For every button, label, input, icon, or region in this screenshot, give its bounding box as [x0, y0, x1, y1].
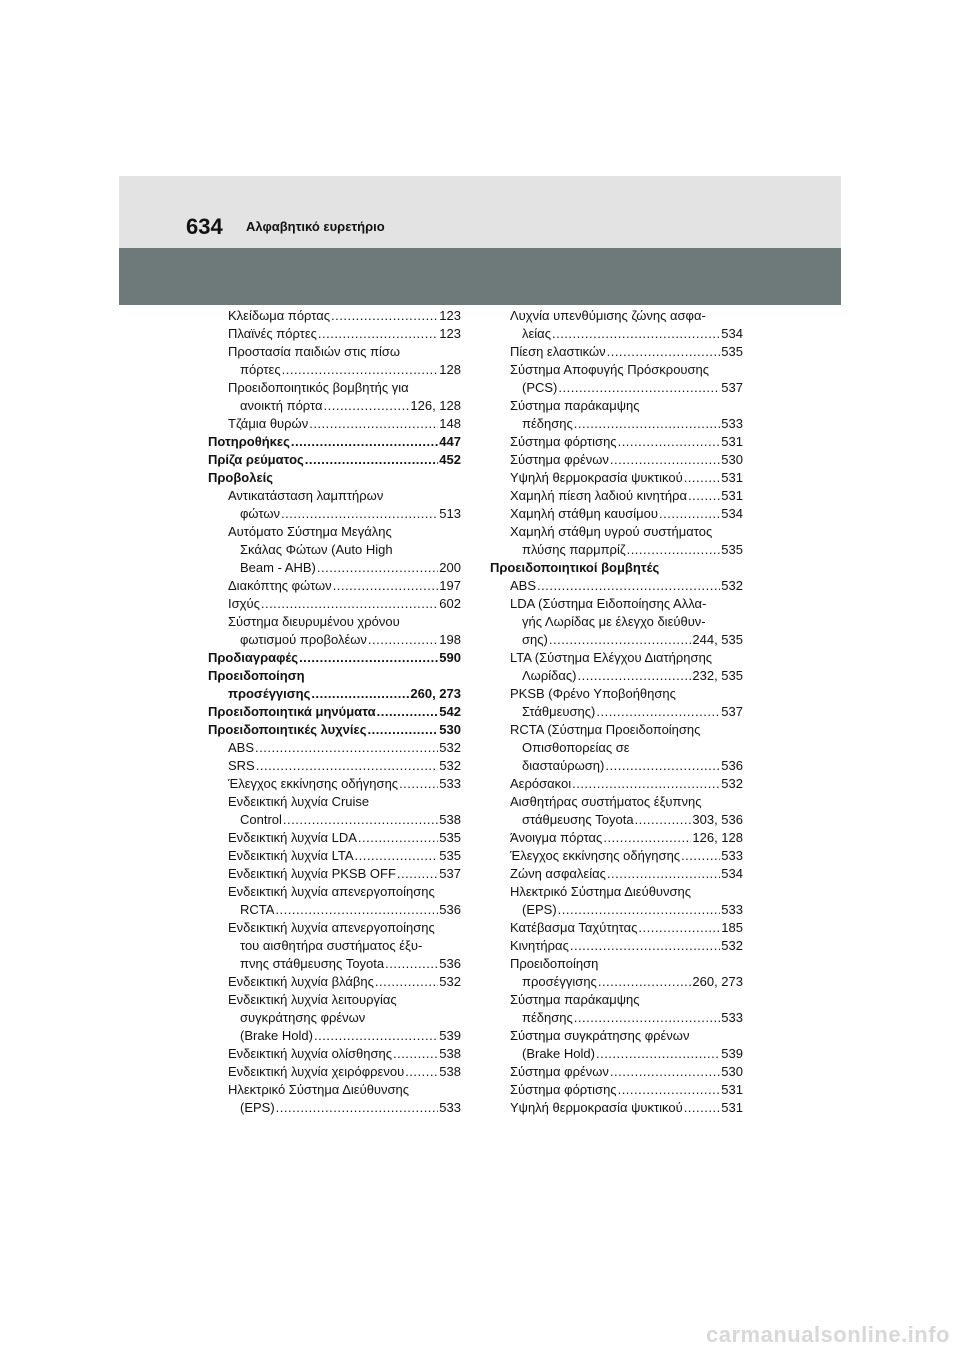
- index-page-ref: 602: [439, 596, 461, 611]
- index-entry: [490, 847, 743, 865]
- index-entry: [208, 1045, 461, 1063]
- dot-leader: [291, 433, 438, 451]
- index-heading-line: Σύστημα Αποφυγής Πρόσκρουσης: [510, 362, 710, 377]
- index-entry: [490, 487, 743, 505]
- dot-leader: [681, 847, 720, 865]
- dot-leader: [333, 577, 439, 595]
- index-term: φώτων: [240, 506, 280, 521]
- index-entry: [208, 1099, 461, 1117]
- index-page-ref: 533: [721, 902, 743, 917]
- index-page-ref: 531: [721, 488, 743, 503]
- index-page-ref: 536: [439, 902, 461, 917]
- dot-leader: [309, 415, 438, 433]
- index-heading-line: Σκάλας Φώτων (Auto High: [240, 542, 393, 557]
- index-term: Στάθμευσης): [522, 704, 596, 719]
- index-entry: [490, 433, 743, 451]
- dot-leader: [570, 937, 720, 955]
- index-heading-line: Προειδοποιητικοί βομβητές: [490, 560, 660, 575]
- index-entry: [208, 415, 461, 433]
- index-entry: [490, 631, 743, 649]
- index-page-ref: 531: [721, 434, 743, 449]
- index-entry: [490, 1009, 743, 1027]
- index-heading-line: Ενδεικτική λυχνία απενεργοποίησης: [228, 920, 435, 935]
- index-page-ref: 452: [439, 452, 461, 467]
- dot-leader: [305, 451, 439, 469]
- dot-leader: [607, 865, 720, 883]
- index-entry: [490, 829, 743, 847]
- index-entry: [490, 343, 743, 361]
- index-page-ref: 590: [439, 650, 461, 665]
- dot-leader: [684, 469, 721, 487]
- index-term: Ενδεικτική λυχνία βλάβης: [228, 974, 374, 989]
- index-term: Κλείδωμα πόρτας: [228, 308, 331, 323]
- dot-leader: [572, 775, 720, 793]
- index-page-ref: 535: [439, 848, 461, 863]
- index-entry: [208, 649, 461, 667]
- index-term: Ενδεικτική λυχνία LDA: [228, 830, 357, 845]
- index-page-ref: 533: [721, 1010, 743, 1025]
- dot-leader: [317, 559, 438, 577]
- dot-leader: [558, 901, 721, 919]
- dot-leader: [577, 667, 691, 685]
- index-term: Τζάμια θυρών: [228, 416, 309, 431]
- index-term: ABS: [228, 740, 255, 755]
- index-entry: [208, 865, 461, 883]
- dot-leader: [281, 505, 438, 523]
- index-entry: [208, 595, 461, 613]
- dot-leader: [603, 829, 691, 847]
- dot-leader: [385, 955, 438, 973]
- index-entry: [490, 901, 743, 919]
- index-entry: [208, 361, 461, 379]
- index-entry: [208, 775, 461, 793]
- index-page-ref: 534: [721, 326, 743, 341]
- index-entry: [490, 325, 743, 343]
- index-page-ref: 531: [721, 1100, 743, 1115]
- index-entry: [490, 919, 743, 937]
- index-entry: [490, 775, 743, 793]
- index-term: προσέγγισης: [228, 686, 311, 701]
- dot-leader: [282, 361, 439, 379]
- index-term: Προειδοποιητικές λυχνίες: [208, 722, 367, 737]
- index-term: πέδησης: [522, 1010, 573, 1025]
- index-heading-line: RCTA (Σύστημα Προειδοποίησης: [510, 722, 701, 737]
- index-heading-line: PKSB (Φρένο Υποβοήθησης: [510, 686, 676, 701]
- index-page-ref: 536: [439, 956, 461, 971]
- index-term: SRS: [228, 758, 255, 773]
- dot-leader: [299, 649, 438, 667]
- index-page-ref: 200: [439, 560, 461, 575]
- index-term: λείας: [522, 326, 551, 341]
- dot-leader: [688, 487, 720, 505]
- index-heading-line: Χαμηλή στάθμη υγρού συστήματος: [510, 524, 713, 539]
- index-page-ref: 538: [439, 812, 461, 827]
- dot-leader: [261, 595, 438, 613]
- dot-leader: [659, 505, 720, 523]
- index-term: Κινητήρας: [510, 938, 569, 953]
- index-entry: [490, 379, 743, 397]
- index-entry: [208, 1027, 461, 1045]
- index-term: Ενδεικτική λυχνία PKSB OFF: [228, 866, 396, 881]
- index-page-ref: 126, 128: [692, 830, 743, 845]
- index-column-left: [208, 307, 461, 1117]
- index-page-ref: 542: [439, 704, 461, 719]
- index-page-ref: 539: [721, 1046, 743, 1061]
- index-heading-line: Προειδοποίηση: [510, 956, 599, 971]
- index-page-ref: 533: [721, 848, 743, 863]
- index-page-ref: 530: [721, 452, 743, 467]
- index-entry: [208, 721, 461, 739]
- index-term: Control: [240, 812, 282, 827]
- index-column-right: [490, 307, 743, 1117]
- index-term: Σύστημα φρένων: [510, 452, 609, 467]
- index-page-ref: 537: [721, 380, 743, 395]
- index-page-ref: 244, 535: [692, 632, 743, 647]
- index-entry: [208, 505, 461, 523]
- index-term: προσέγγισης: [522, 974, 597, 989]
- index-term: (Brake Hold): [240, 1028, 313, 1043]
- index-entry: [208, 1063, 461, 1081]
- dot-leader: [638, 919, 720, 937]
- index-heading-line: γής Λωρίδας με έλεγχο διεύθυν-: [522, 614, 706, 629]
- index-term: (Brake Hold): [522, 1046, 595, 1061]
- index-term: φωτισμού προβολέων: [240, 632, 367, 647]
- index-term: Ζώνη ασφαλείας: [510, 866, 606, 881]
- index-term: ανοικτή πόρτα: [240, 398, 323, 413]
- dot-leader: [358, 829, 438, 847]
- dot-leader: [605, 757, 720, 775]
- index-page-ref: 260, 273: [410, 686, 461, 701]
- index-entry: [490, 415, 743, 433]
- index-entry: [208, 397, 461, 415]
- index-entry: [490, 577, 743, 595]
- index-entry: [208, 577, 461, 595]
- index-term: Σύστημα φόρτισης: [510, 1082, 617, 1097]
- dot-leader: [367, 721, 438, 739]
- index-heading-line: συγκράτησης φρένων: [240, 1010, 366, 1025]
- index-term: Σύστημα φόρτισης: [510, 434, 617, 449]
- index-term: Κατέβασμα Ταχύτητας: [510, 920, 638, 935]
- index-heading-line: Αισθητήρας συστήματος έξυπνης: [510, 794, 702, 809]
- index-term: Αερόσακοι: [510, 776, 572, 791]
- dot-leader: [596, 703, 720, 721]
- index-heading-line: Προβολείς: [208, 470, 274, 485]
- index-term: Ποτηροθήκες: [208, 434, 290, 449]
- index-page-ref: 513: [439, 506, 461, 521]
- dot-leader: [574, 1009, 721, 1027]
- index-term: Προειδοποιητικά μηνύματα: [208, 704, 376, 719]
- index-entry: [490, 541, 743, 559]
- index-term: Ενδεικτική λυχνία χειρόφρενου: [228, 1064, 405, 1079]
- index-term: Υψηλή θερμοκρασία ψυκτικού: [510, 1100, 683, 1115]
- index-heading-line: LDA (Σύστημα Ειδοποίησης Αλλα-: [510, 596, 707, 611]
- index-heading-line: Ενδεικτική λυχνία λειτουργίας: [228, 992, 397, 1007]
- dot-leader: [574, 415, 721, 433]
- index-term: Σύστημα φρένων: [510, 1064, 609, 1079]
- dot-leader: [377, 703, 439, 721]
- index-heading-line: Αντικατάσταση λαμπτήρων: [228, 488, 384, 503]
- index-page-ref: 537: [721, 704, 743, 719]
- dot-leader: [283, 811, 438, 829]
- index-page-ref: 531: [721, 1082, 743, 1097]
- index-heading-line: Οπισθοπορείας σε: [522, 740, 630, 755]
- index-term: Πίεση ελαστικών: [510, 344, 606, 359]
- dot-leader: [596, 1045, 720, 1063]
- index-entry: [208, 559, 461, 577]
- index-entry: [490, 865, 743, 883]
- index-term: Έλεγχος εκκίνησης οδήγησης: [228, 776, 399, 791]
- index-page-ref: 538: [439, 1046, 461, 1061]
- index-page-ref: 532: [721, 938, 743, 953]
- index-term: Διακόπτης φώτων: [228, 578, 332, 593]
- index-heading-line: Προειδοποιητικός βομβητής για: [228, 380, 409, 395]
- index-entry: [208, 955, 461, 973]
- index-term: Πρίζα ρεύματος: [208, 452, 304, 467]
- index-page-ref: 536: [721, 758, 743, 773]
- index-page-ref: 532: [439, 740, 461, 755]
- index-term: πνης στάθμευσης Toyota: [240, 956, 385, 971]
- index-page-ref: 148: [439, 416, 461, 431]
- index-page-ref: 532: [721, 578, 743, 593]
- index-entry: [490, 937, 743, 955]
- index-page-ref: 447: [439, 434, 461, 449]
- dot-leader: [318, 325, 438, 343]
- dot-leader: [549, 631, 692, 649]
- index-term: Πλαϊνές πόρτες: [228, 326, 317, 341]
- index-term: (EPS): [522, 902, 557, 917]
- index-entry: [208, 757, 461, 775]
- index-term: Λωρίδας): [522, 668, 577, 683]
- index-term: διασταύρωση): [522, 758, 605, 773]
- index-heading-line: Σύστημα συγκράτησης φρένων: [510, 1028, 690, 1043]
- index-heading-line: του αισθητήρα συστήματος έξυ-: [240, 938, 423, 953]
- dot-leader: [355, 847, 439, 865]
- index-term: (EPS): [240, 1100, 275, 1115]
- index-term: Χαμηλή πίεση λαδιού κινητήρα: [510, 488, 688, 503]
- index-heading-line: Αυτόματο Σύστημα Μεγάλης: [228, 524, 392, 539]
- index-term: πλύσης παρμπρίζ: [522, 542, 626, 557]
- index-entry: [490, 1081, 743, 1099]
- page-number: 634: [186, 214, 223, 239]
- index-page-ref: 232, 535: [692, 668, 743, 683]
- index-heading-line: Ενδεικτική λυχνία Cruise: [228, 794, 370, 809]
- dot-leader: [635, 811, 692, 829]
- index-entry: [208, 307, 461, 325]
- dot-leader: [397, 865, 438, 883]
- index-page-ref: 532: [439, 974, 461, 989]
- index-heading-line: Σύστημα παράκαμψης: [510, 398, 640, 413]
- index-entry: [490, 703, 743, 721]
- index-term: Ενδεικτική λυχνία ολίσθησης: [228, 1046, 392, 1061]
- index-page-ref: 126, 128: [410, 398, 461, 413]
- index-term: Άνοιγμα πόρτας: [510, 830, 603, 845]
- header-band: [119, 176, 841, 248]
- index-entry: [208, 973, 461, 991]
- index-entry: [208, 631, 461, 649]
- index-entry: [490, 757, 743, 775]
- index-term: Ενδεικτική λυχνία LTA: [228, 848, 354, 863]
- index-heading-line: Σύστημα διευρυμένου χρόνου: [228, 614, 400, 629]
- index-entry: [490, 1045, 743, 1063]
- dot-leader: [255, 739, 438, 757]
- page-title: Αλφαβητικό ευρετήριο: [246, 219, 385, 234]
- index-term: Χαμηλή στάθμη καυσίμου: [510, 506, 659, 521]
- dot-leader: [393, 1045, 438, 1063]
- index-page-ref: 123: [439, 326, 461, 341]
- index-entry: [490, 451, 743, 469]
- index-page-ref: 538: [439, 1064, 461, 1079]
- dot-leader: [552, 325, 720, 343]
- index-term: Υψηλή θερμοκρασία ψυκτικού: [510, 470, 683, 485]
- index-entry: [208, 811, 461, 829]
- index-page-ref: 532: [721, 776, 743, 791]
- index-page-ref: 530: [439, 722, 461, 737]
- index-entry: [208, 325, 461, 343]
- dot-leader: [558, 379, 720, 397]
- index-entry: [490, 1063, 743, 1081]
- index-entry: [490, 667, 743, 685]
- dot-leader: [256, 757, 439, 775]
- index-term: ABS: [510, 578, 537, 593]
- dot-leader: [618, 433, 721, 451]
- index-term: σης): [522, 632, 548, 647]
- index-term: Προδιαγραφές: [208, 650, 299, 665]
- index-heading-line: Ηλεκτρικό Σύστημα Διεύθυνσης: [510, 884, 692, 899]
- index-page-ref: 537: [439, 866, 461, 881]
- index-heading-line: Ενδεικτική λυχνία απενεργοποίησης: [228, 884, 435, 899]
- dot-leader: [684, 1099, 721, 1117]
- dot-leader: [276, 1099, 439, 1117]
- index-entry: [490, 1099, 743, 1117]
- index-term: RCTA: [240, 902, 275, 917]
- index-page-ref: 539: [439, 1028, 461, 1043]
- dot-leader: [275, 901, 438, 919]
- index-page-ref: 534: [721, 506, 743, 521]
- index-entry: [208, 433, 461, 451]
- index-page-ref: 123: [439, 308, 461, 323]
- index-page-ref: 534: [721, 866, 743, 881]
- index-page-ref: 185: [721, 920, 743, 935]
- index-term: πόρτες: [240, 362, 281, 377]
- index-entry: [490, 811, 743, 829]
- dot-leader: [399, 775, 438, 793]
- dot-leader: [607, 343, 721, 361]
- index-term: στάθμευσης Toyota: [522, 812, 634, 827]
- dot-leader: [405, 1063, 438, 1081]
- index-heading-line: LTA (Σύστημα Ελέγχου Διατήρησης: [510, 650, 713, 665]
- dot-leader: [311, 685, 409, 703]
- dot-leader: [368, 631, 438, 649]
- index-term: πέδησης: [522, 416, 573, 431]
- index-page-ref: 198: [439, 632, 461, 647]
- dot-leader: [610, 451, 720, 469]
- dot-leader: [314, 1027, 438, 1045]
- dot-leader: [324, 397, 410, 415]
- index-term: Beam - AHB): [240, 560, 316, 575]
- index-entry: [490, 973, 743, 991]
- index-page-ref: 260, 273: [692, 974, 743, 989]
- index-page-ref: 535: [721, 344, 743, 359]
- index-heading-line: Σύστημα παράκαμψης: [510, 992, 640, 1007]
- index-page-ref: 533: [721, 416, 743, 431]
- index-entry: [208, 829, 461, 847]
- dot-leader: [331, 307, 438, 325]
- index-term: Ισχύς: [228, 596, 260, 611]
- index-heading-line: Προειδοποίηση: [208, 668, 305, 683]
- index-page-ref: 530: [721, 1064, 743, 1079]
- dot-leader: [618, 1081, 721, 1099]
- index-heading-line: Λυχνία υπενθύμισης ζώνης ασφα-: [510, 308, 706, 323]
- dot-leader: [375, 973, 438, 991]
- index-entry: [208, 451, 461, 469]
- index-page-ref: 303, 536: [692, 812, 743, 827]
- index-entry: [208, 901, 461, 919]
- index-entry: [490, 505, 743, 523]
- index-term: Έλεγχος εκκίνησης οδήγησης: [510, 848, 681, 863]
- index-page-ref: 197: [439, 578, 461, 593]
- index-entry: [208, 739, 461, 757]
- index-heading-line: Προστασία παιδιών στις πίσω: [228, 344, 401, 359]
- index-page-ref: 532: [439, 758, 461, 773]
- dot-leader: [598, 973, 692, 991]
- index-entry: [208, 703, 461, 721]
- index-page-ref: 531: [721, 470, 743, 485]
- dot-leader: [537, 577, 720, 595]
- dot-leader: [610, 1063, 720, 1081]
- index-page-ref: 535: [721, 542, 743, 557]
- index-page-ref: 535: [439, 830, 461, 845]
- index-term: (PCS): [522, 380, 558, 395]
- watermark: carmanualsonline.info: [706, 1322, 950, 1347]
- dot-leader: [627, 541, 721, 559]
- index-heading-line: Ηλεκτρικό Σύστημα Διεύθυνσης: [228, 1082, 410, 1097]
- index-entry: [490, 469, 743, 487]
- index-page-ref: 533: [439, 1100, 461, 1115]
- section-band: [119, 248, 841, 305]
- index-entry: [208, 685, 461, 703]
- index-page-ref: 128: [439, 362, 461, 377]
- index-page-ref: 533: [439, 776, 461, 791]
- index-entry: [208, 847, 461, 865]
